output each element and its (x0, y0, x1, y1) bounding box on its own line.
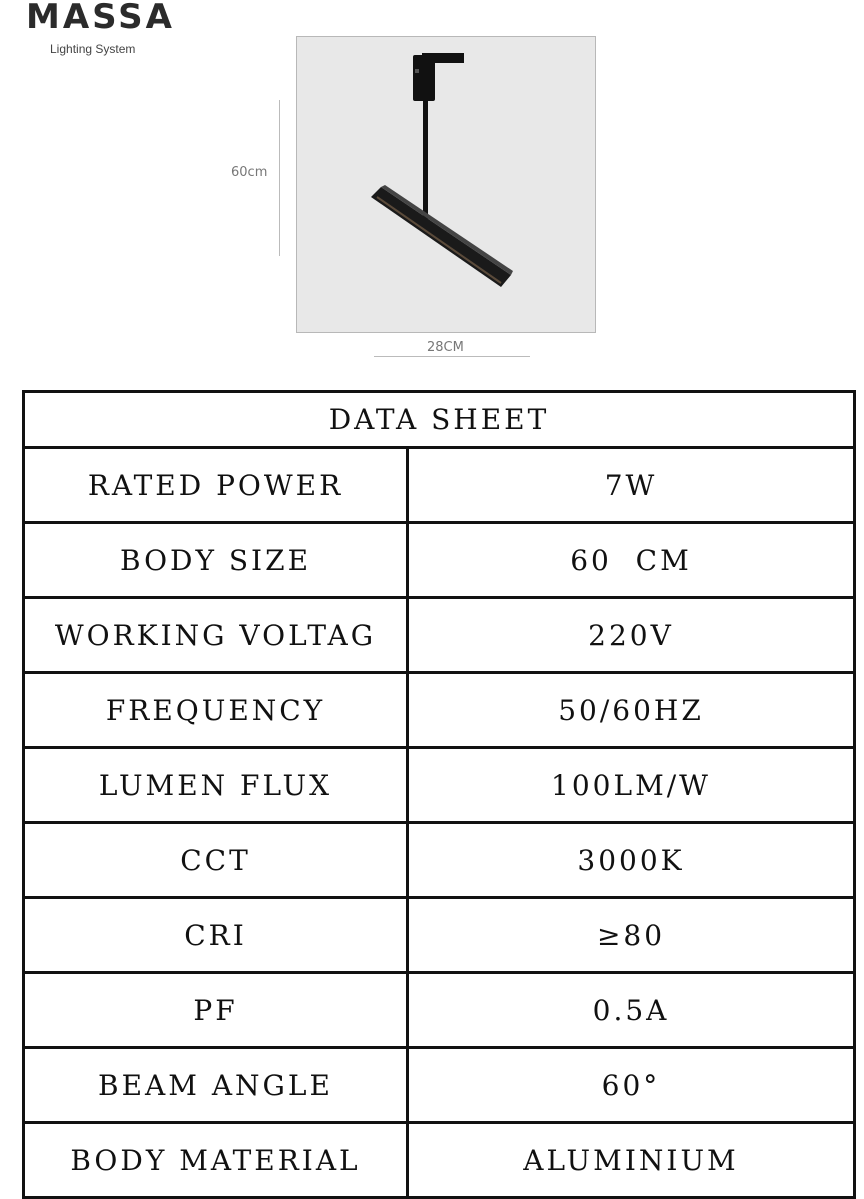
spec-label: BEAM ANGLE (25, 1049, 409, 1121)
table-row (25, 1049, 853, 1124)
table-row (25, 599, 853, 674)
data-sheet-table (22, 390, 856, 1199)
width-dimension-label: 28CM (427, 340, 464, 355)
brand-logo (26, 0, 175, 56)
spec-label: LUMEN FLUX (25, 749, 409, 821)
spec-label: FREQUENCY (25, 674, 409, 746)
spec-value: 60° (601, 1068, 661, 1102)
spec-label: WORKING VOLTAG (25, 599, 409, 671)
spec-label: RATED POWER (25, 449, 409, 521)
spec-value: 0.5A (592, 993, 670, 1027)
brand-name: MASSA (26, 0, 175, 37)
height-dimension-line (279, 100, 280, 256)
product-image (296, 36, 596, 333)
table-row (25, 524, 853, 599)
spec-label: BODY SIZE (25, 524, 409, 596)
spec-label: BODY MATERIAL (25, 1124, 409, 1196)
height-dimension-label: 60cm (231, 165, 268, 180)
data-sheet-title: DATA SHEET (25, 393, 853, 449)
table-row (25, 1124, 853, 1199)
spec-value: 220V (588, 618, 674, 652)
spec-value: 7W (604, 468, 658, 502)
spec-label: CCT (25, 824, 409, 896)
table-row (25, 824, 853, 899)
spec-value: 50/60HZ (558, 693, 704, 727)
spec-value: ≥80 (596, 918, 666, 952)
table-row (25, 974, 853, 1049)
spec-label: CRI (25, 899, 409, 971)
brand-tagline: Lighting System (50, 42, 136, 56)
table-row (25, 674, 853, 749)
table-row (25, 449, 853, 524)
width-dimension-line (374, 356, 530, 357)
spec-value: 60 CM (570, 543, 692, 577)
spec-label: PF (25, 974, 409, 1046)
spec-value: 100LM/W (551, 768, 711, 802)
spec-value: ALUMINIUM (523, 1143, 739, 1177)
table-row (25, 749, 853, 824)
table-row (25, 899, 853, 974)
track-light-illustration (297, 37, 595, 332)
spec-value: 3000K (577, 843, 685, 877)
